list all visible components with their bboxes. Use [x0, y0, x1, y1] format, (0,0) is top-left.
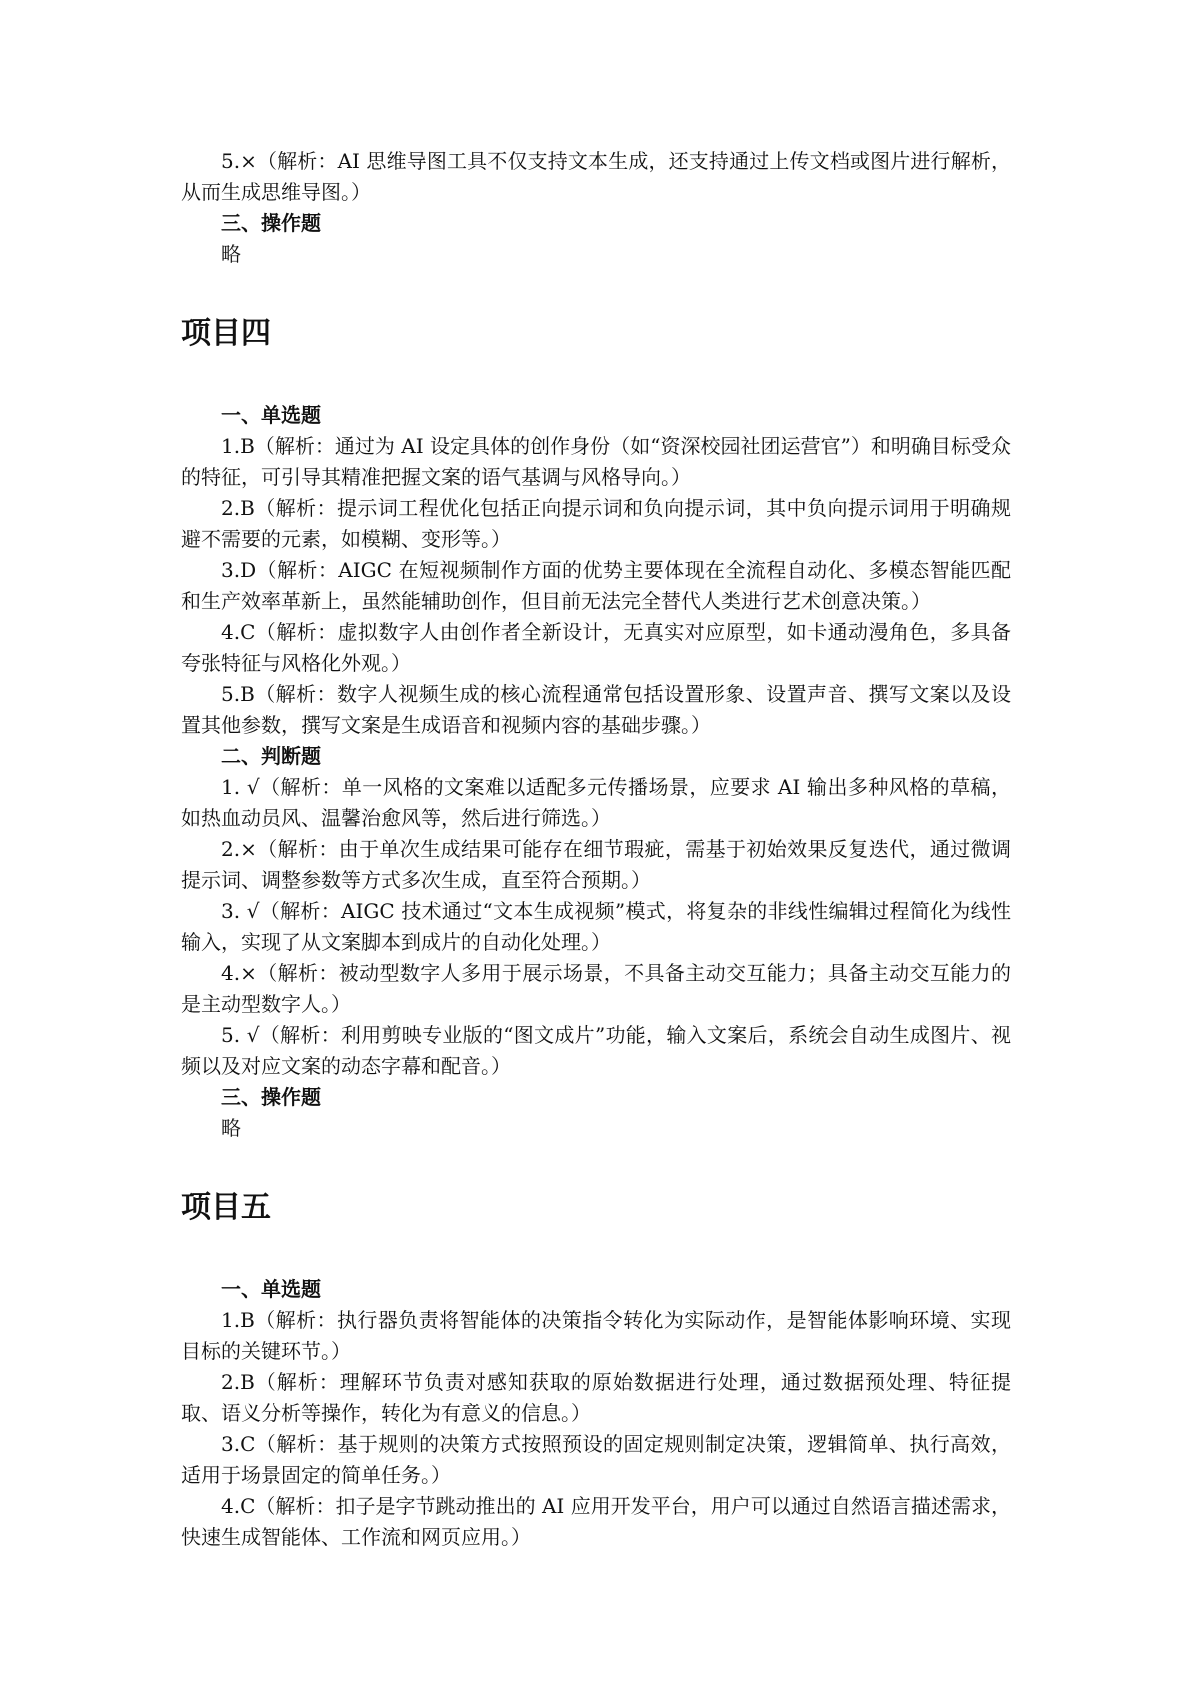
section-body: 略: [221, 1116, 241, 1140]
section-heading: 一、单选题: [221, 403, 321, 427]
answer-paragraph: 2.B（解析：提示词工程优化包括正向提示词和负向提示词，其中负向提示词用于明确规避不需要的元素，如模糊、变形等。）: [181, 496, 1011, 551]
answer-paragraph: 4.×（解析：被动型数字人多用于展示场景，不具备主动交互能力；具备主动交互能力的是主动型数字人。）: [181, 961, 1011, 1016]
section-heading: 三、操作题: [221, 211, 321, 235]
answer-paragraph: 2.×（解析：由于单次生成结果可能存在细节瑕疵，需基于初始效果反复迭代，通过微调提示词、调整参数等方式多次生成，直至符合预期。）: [181, 837, 1011, 892]
section-body: 略: [221, 242, 241, 266]
answer-paragraph: 4.C（解析：扣子是字节跳动推出的 AI 应用开发平台，用户可以通过自然语言描述需求，快速生成智能体、工作流和网页应用。）: [181, 1494, 1011, 1549]
answer-paragraph: 1.B（解析：通过为 AI 设定具体的创作身份（如“资深校园社团运营官”）和明确目标受众的特征，可引导其精准把握文案的语气基调与风格导向。）: [181, 434, 1011, 489]
answer-paragraph: 2.B（解析：理解环节负责对感知获取的原始数据进行处理，通过数据预处理、特征提取、语义分析等操作，转化为有意义的信息。）: [181, 1370, 1011, 1425]
section-heading: 一、单选题: [221, 1277, 321, 1301]
answer-paragraph: 5. √（解析：利用剪映专业版的“图文成片”功能，输入文案后，系统会自动生成图片、视频以及对应文案的动态字幕和配音。）: [181, 1023, 1011, 1078]
answer-paragraph: 1. √（解析：单一风格的文案难以适配多元传播场景，应要求 AI 输出多种风格的草稿，如热血动员风、温馨治愈风等，然后进行筛选。）: [181, 775, 1011, 830]
project-title: 项目五: [181, 1190, 271, 1225]
answer-paragraph: 5.B（解析：数字人视频生成的核心流程通常包括设置形象、设置声音、撰写文案以及设置其他参数，撰写文案是生成语音和视频内容的基础步骤。）: [181, 682, 1011, 737]
section-heading: 三、操作题: [221, 1085, 321, 1109]
answer-paragraph: 3.D（解析：AIGC 在短视频制作方面的优势主要体现在全流程自动化、多模态智能匹配和生产效率革新上，虽然能辅助创作，但目前无法完全替代人类进行艺术创意决策。）: [181, 558, 1011, 613]
answer-paragraph: 3. √（解析：AIGC 技术通过“文本生成视频”模式，将复杂的非线性编辑过程简化为线性输入，实现了从文案脚本到成片的自动化处理。）: [181, 899, 1011, 954]
answer-paragraph: 3.C（解析：基于规则的决策方式按照预设的固定规则制定决策，逻辑简单、执行高效，适用于场景固定的简单任务。）: [181, 1432, 1011, 1487]
answer-paragraph: 5.×（解析：AI 思维导图工具不仅支持文本生成，还支持通过上传文档或图片进行解析，从而生成思维导图。）: [181, 149, 1011, 204]
document-page: [181, 146, 1011, 1553]
answer-paragraph: 1.B（解析：执行器负责将智能体的决策指令转化为实际动作，是智能体影响环境、实现目标的关键环节。）: [181, 1308, 1011, 1363]
section-heading: 二、判断题: [221, 744, 321, 768]
project-title: 项目四: [181, 316, 271, 351]
answer-paragraph: 4.C（解析：虚拟数字人由创作者全新设计，无真实对应原型，如卡通动漫角色，多具备夸张特征与风格化外观。）: [181, 620, 1011, 675]
